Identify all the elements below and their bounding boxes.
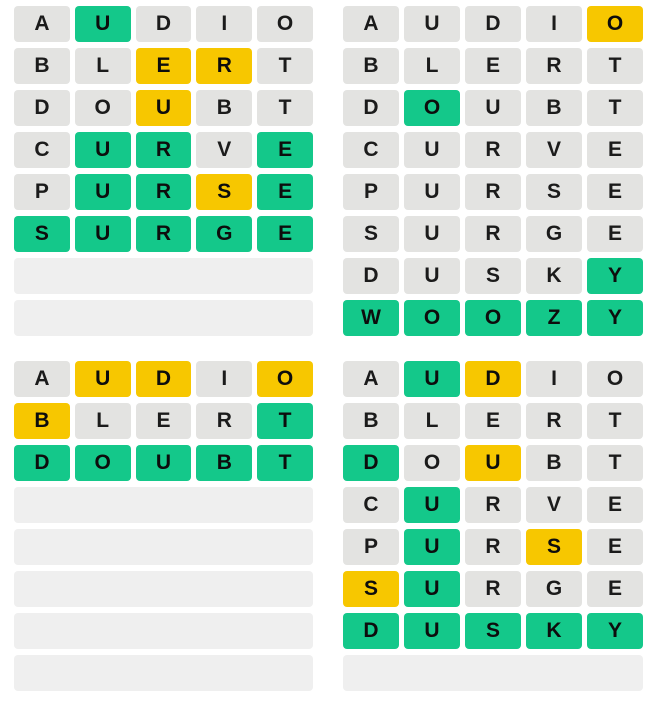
letter-tile: O [257,6,313,42]
guess-row [14,6,313,42]
letter-tile: D [136,361,192,397]
letter-tile: U [404,361,460,397]
letter-tile: O [404,90,460,126]
letter-tile: A [343,6,399,42]
guess-row [343,300,643,336]
letter-tile: U [404,529,460,565]
letter-tile: E [587,571,643,607]
letter-tile: K [526,258,582,294]
letter-tile: R [526,403,582,439]
letter-tile: U [75,6,131,42]
letter-tile: V [196,132,252,168]
empty-row [14,655,313,691]
letter-tile: E [257,132,313,168]
guess-row [343,445,643,481]
letter-tile: D [465,361,521,397]
letter-tile: E [587,132,643,168]
guess-row [343,613,643,649]
letter-tile: Y [587,258,643,294]
letter-tile: E [587,529,643,565]
letter-tile: S [14,216,70,252]
letter-tile: U [465,445,521,481]
letter-tile: W [343,300,399,336]
letter-tile: C [343,132,399,168]
empty-row [14,258,313,294]
guess-row [14,403,313,439]
letter-tile: S [526,174,582,210]
letter-tile: O [75,90,131,126]
letter-tile: T [587,403,643,439]
letter-tile: E [136,48,192,84]
letter-tile: S [465,613,521,649]
letter-tile: R [196,403,252,439]
letter-tile: L [75,403,131,439]
letter-tile: O [257,361,313,397]
letter-tile: I [526,6,582,42]
guess-row [343,174,643,210]
quadrant-top-left [0,0,329,355]
letter-tile: E [136,403,192,439]
letter-tile: U [75,174,131,210]
letter-tile: Y [587,613,643,649]
letter-tile: U [75,216,131,252]
letter-tile: S [343,216,399,252]
empty-row [14,529,313,565]
guess-row [14,445,313,481]
letter-tile: L [404,403,460,439]
letter-tile: R [136,132,192,168]
letter-tile: B [526,90,582,126]
letter-tile: V [526,132,582,168]
letter-tile: U [404,258,460,294]
letter-tile: O [587,361,643,397]
letter-tile: R [465,174,521,210]
letter-tile: G [526,571,582,607]
letter-tile: S [343,571,399,607]
letter-tile: T [257,403,313,439]
empty-row [343,655,643,691]
letter-tile: U [404,487,460,523]
letter-tile: R [465,571,521,607]
letter-tile: B [196,90,252,126]
quadrant-bottom-left [0,355,329,710]
letter-tile: S [196,174,252,210]
guess-row [343,216,643,252]
letter-tile: K [526,613,582,649]
quadrant-top-right [329,0,659,355]
letter-tile: C [343,487,399,523]
guess-row [343,258,643,294]
letter-tile: D [343,445,399,481]
letter-tile: U [404,6,460,42]
letter-tile: I [196,361,252,397]
guess-row [343,529,643,565]
guess-row [14,216,313,252]
guess-row [343,6,643,42]
guess-row [14,48,313,84]
letter-tile: R [465,529,521,565]
letter-tile: D [343,258,399,294]
letter-tile: C [14,132,70,168]
guess-row [343,48,643,84]
letter-tile: G [196,216,252,252]
guess-row [14,90,313,126]
letter-tile: L [404,48,460,84]
letter-tile: B [343,403,399,439]
letter-tile: S [465,258,521,294]
letter-tile: Z [526,300,582,336]
letter-tile: R [136,174,192,210]
letter-tile: E [257,216,313,252]
letter-tile: R [526,48,582,84]
empty-row [14,613,313,649]
letter-tile: P [343,174,399,210]
guess-row [14,132,313,168]
letter-tile: D [465,6,521,42]
letter-tile: E [587,487,643,523]
letter-tile: U [465,90,521,126]
letter-tile: U [404,216,460,252]
letter-tile: P [14,174,70,210]
letter-tile: D [343,613,399,649]
letter-tile: A [14,361,70,397]
letter-tile: U [404,174,460,210]
letter-tile: A [343,361,399,397]
letter-tile: D [14,445,70,481]
letter-tile: O [465,300,521,336]
letter-tile: E [587,216,643,252]
letter-tile: E [465,403,521,439]
letter-tile: G [526,216,582,252]
empty-row [14,487,313,523]
letter-tile: T [257,48,313,84]
letter-tile: O [404,300,460,336]
letter-tile: R [136,216,192,252]
letter-tile: R [465,216,521,252]
letter-tile: R [196,48,252,84]
empty-row [14,300,313,336]
letter-tile: D [343,90,399,126]
empty-row [14,571,313,607]
letter-tile: U [404,571,460,607]
guess-row [343,487,643,523]
letter-tile: O [404,445,460,481]
letter-tile: E [465,48,521,84]
letter-tile: U [136,90,192,126]
letter-tile: U [75,361,131,397]
guess-row [343,403,643,439]
letter-tile: A [14,6,70,42]
letter-tile: T [257,90,313,126]
guess-row [343,132,643,168]
letter-tile: U [75,132,131,168]
letter-tile: T [587,48,643,84]
letter-tile: U [404,613,460,649]
letter-tile: B [526,445,582,481]
letter-tile: B [196,445,252,481]
letter-tile: D [136,6,192,42]
letter-tile: O [587,6,643,42]
letter-tile: R [465,132,521,168]
guess-row [343,361,643,397]
letter-tile: V [526,487,582,523]
letter-tile: D [14,90,70,126]
letter-tile: R [465,487,521,523]
letter-tile: I [196,6,252,42]
letter-tile: E [587,174,643,210]
letter-tile: I [526,361,582,397]
guess-row [343,90,643,126]
letter-tile: T [587,445,643,481]
letter-tile: P [343,529,399,565]
guess-row [14,174,313,210]
letter-tile: O [75,445,131,481]
letter-tile: T [257,445,313,481]
letter-tile: U [404,132,460,168]
guess-row [343,571,643,607]
guess-row [14,361,313,397]
letter-tile: B [343,48,399,84]
letter-tile: E [257,174,313,210]
letter-tile: U [136,445,192,481]
letter-tile: T [587,90,643,126]
letter-tile: B [14,48,70,84]
letter-tile: B [14,403,70,439]
letter-tile: Y [587,300,643,336]
letter-tile: L [75,48,131,84]
quadrant-bottom-right [329,355,659,710]
letter-tile: S [526,529,582,565]
